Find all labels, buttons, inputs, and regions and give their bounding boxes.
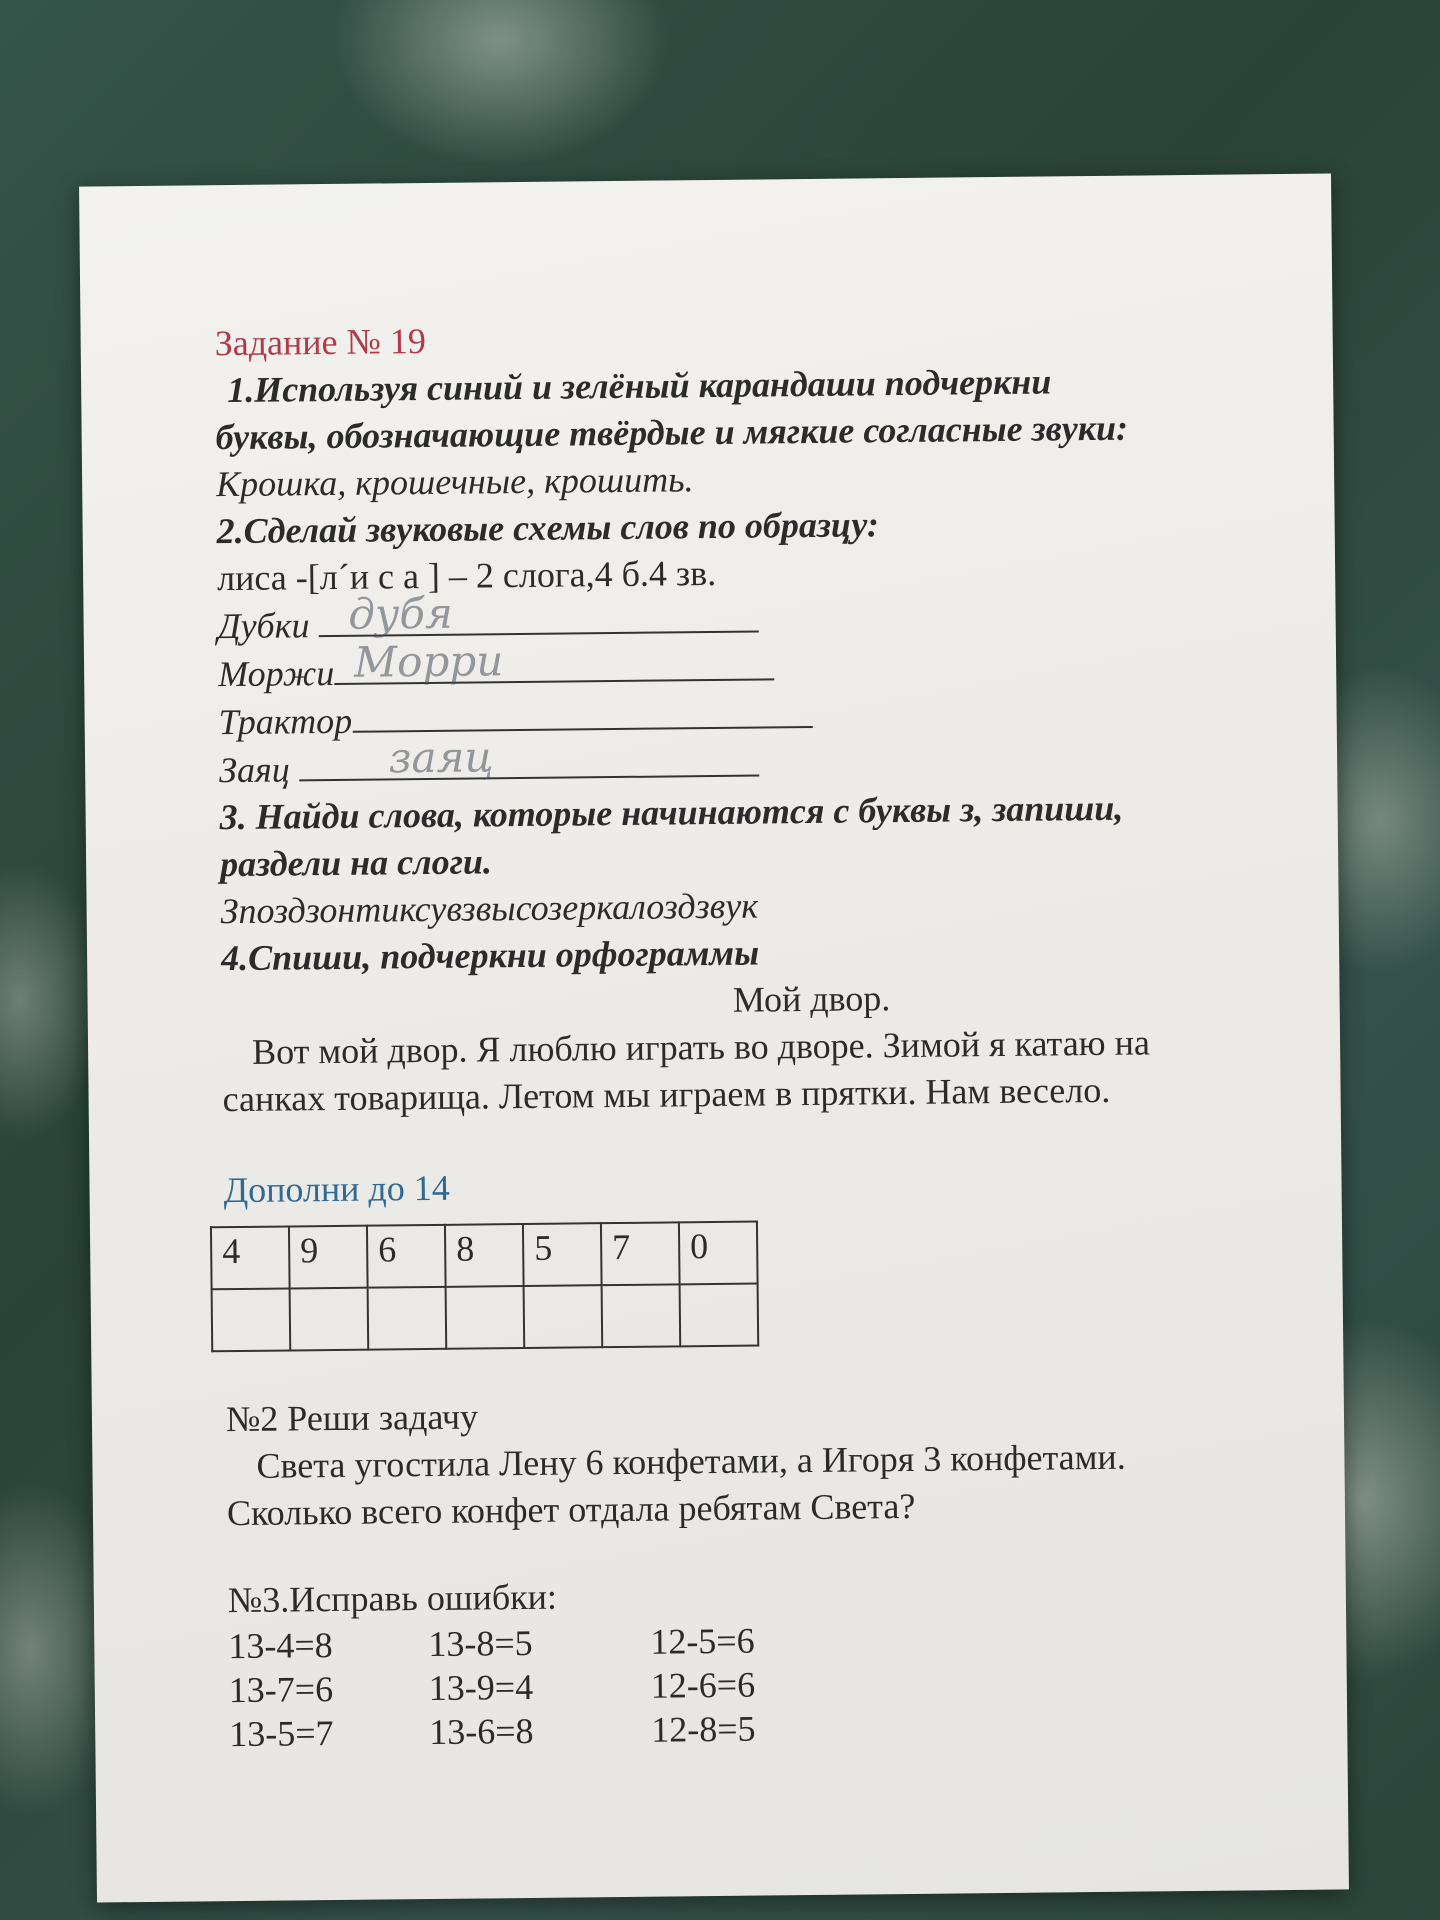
- task3-instruction-line1: 3. Найди слова, которые начинаются с буквы з, запиши,: [219, 787, 1124, 838]
- task1-words: Крошка, крошечные, крошить.: [215, 459, 694, 505]
- grid-answer-cell: [368, 1287, 447, 1350]
- equation: 13-5=7: [229, 1713, 334, 1755]
- math2-title: №2 Реши задачу: [225, 1396, 479, 1440]
- task3-letters: Зпоздзонтиксувзвысозеркалоздзвук: [220, 885, 759, 932]
- answer-line: [318, 588, 758, 639]
- answer-line: [352, 692, 812, 733]
- task2-word: Заяц: [218, 749, 290, 791]
- equation: 13-9=4: [428, 1666, 534, 1709]
- grid-cell: 6: [367, 1225, 446, 1288]
- math2-line1: Света угостила Лену 6 конфетами, а Игоря 3 конфетами.: [256, 1436, 1126, 1486]
- handwritten-answer: заяц: [388, 732, 494, 783]
- grid-answer-cell: [212, 1288, 291, 1351]
- equation: 12-5=6: [650, 1620, 755, 1662]
- math2-line2: Сколько всего конфет отдала ребятам Света?: [226, 1485, 916, 1534]
- task2-example: лиса -[л´и с а ] – 2 слога,4 б.4 зв.: [216, 552, 717, 599]
- equation: 13-6=8: [429, 1710, 534, 1753]
- grid-answer-cell: [680, 1284, 759, 1347]
- grid-cell: 7: [601, 1222, 680, 1285]
- grid-answer-cell: [524, 1285, 603, 1348]
- task2-word: Моржи: [217, 652, 335, 695]
- grid-number-row: [211, 1222, 758, 1290]
- grid-answer-cell: [446, 1286, 525, 1349]
- equation: 13-4=8: [228, 1625, 333, 1667]
- worksheet-paper: [79, 173, 1349, 1902]
- task4-instruction: 4.Спиши, подчеркни орфограммы: [220, 932, 760, 979]
- task2-word: Дубки: [217, 605, 310, 647]
- task4-text-title: Мой двор.: [732, 978, 891, 1020]
- grid-cell: 0: [679, 1222, 758, 1285]
- grid-cell: 5: [523, 1223, 602, 1286]
- task4-text-line1: Вот мой двор. Я люблю играть во дворе. Зимой я катаю на: [251, 1022, 1151, 1072]
- equation: 12-6=6: [650, 1664, 756, 1706]
- number-grid: [210, 1221, 759, 1353]
- task4-text-line2: санках товарища. Летом мы играем в прятки. Нам весело.: [222, 1069, 1111, 1120]
- task1-instruction-line1: 1.Используя синий и зелёный карандаши подчеркни: [226, 361, 1052, 411]
- grid-cell: 8: [445, 1224, 524, 1287]
- grid-cell: 9: [289, 1226, 368, 1289]
- grid-answer-row: [212, 1284, 759, 1352]
- grid-answer-cell: [290, 1288, 369, 1351]
- assignment-title: Задание № 19: [214, 320, 427, 364]
- handwritten-answer: Морри: [353, 636, 504, 687]
- grid-answer-cell: [602, 1284, 681, 1347]
- task2-instruction: 2.Сделай звуковые схемы слов по образцу:: [216, 504, 880, 552]
- worksheet-content: [214, 309, 1289, 1756]
- handwritten-answer: дубя: [348, 588, 454, 639]
- answer-line: [334, 636, 774, 687]
- equation: 12-8=5: [651, 1708, 756, 1750]
- math1-title: Дополни до 14: [223, 1167, 450, 1211]
- task3-instruction-line2: раздели на слоги.: [219, 841, 493, 885]
- math3-title: №3.Исправь ошибки:: [227, 1576, 558, 1621]
- answer-line: [298, 732, 758, 783]
- task1-instruction-line2: буквы, обозначающие твёрдые и мягкие согласные звуки:: [215, 407, 1129, 458]
- task2-word: Трактор: [218, 700, 353, 743]
- equation: 13-7=6: [228, 1669, 334, 1711]
- grid-cell: 4: [211, 1226, 290, 1289]
- equation: 13-8=5: [428, 1622, 533, 1665]
